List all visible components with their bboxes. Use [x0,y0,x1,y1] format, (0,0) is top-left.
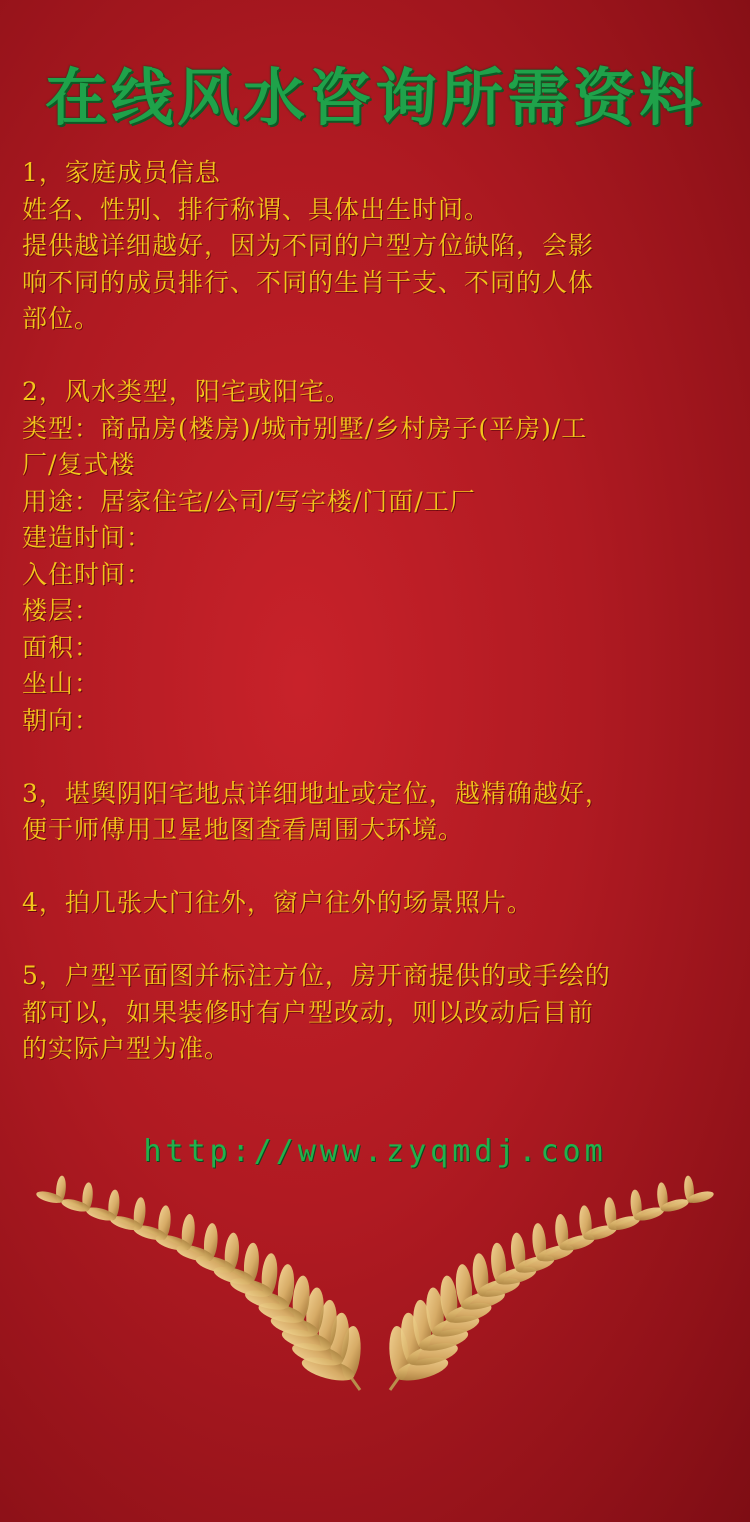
section-4-line: 4，拍几张大门往外，窗户往外的场景照片。 [22,888,533,917]
section-2-area: 面积： [22,632,101,662]
section-2-type: 类型：商品房(楼房)/城市别墅/乡村房子(平房)/工 [22,413,588,443]
section-2-type: 厂/复式楼 [22,450,136,479]
section-3-line: 便于师傅用卫星地图查看周围大环境。 [22,815,465,844]
section-1-line: 提供越详细越好，因为不同的户型方位缺陷，会影 [22,231,595,260]
section-1-line: 姓名、性别、排行称谓、具体出生时间。 [22,194,491,224]
section-5-line: 5，户型平面图并标注方位，房开商提供的或手绘的 [22,961,611,990]
section-2-facing: 朝向： [22,705,101,735]
spacer [22,922,734,959]
section-2-moved-in: 入住时间： [22,559,153,589]
website-link[interactable]: http://www.zyqmdj.com [143,1134,607,1169]
requirements-list [22,155,734,1068]
section-2-sitting: 坐山： [22,669,101,698]
section-5-line: 都可以，如果装修时有户型改动，则以改动后目前 [22,997,595,1027]
section-2-built: 建造时间： [22,523,153,552]
section-5-line: 的实际户型为准。 [22,1034,231,1063]
section-2-heading: 2，风水类型，阳宅或阳宅。 [22,377,351,406]
spacer [22,739,734,776]
page-title: 在线风水咨询所需资料 [44,61,705,134]
laurel-left-branch [35,1175,363,1390]
section-1-heading: 1，家庭成员信息 [22,158,221,187]
section-3-line: 3，堪舆阴阳宅地点详细地址或定位，越精确越好， [22,778,611,808]
section-2-floor: 楼层： [22,596,101,625]
laurel-right-branch [387,1175,715,1390]
section-1-line: 部位。 [22,304,101,333]
spacer [22,338,734,375]
section-2-usage: 用途：居家住宅/公司/写字楼/门面/工厂 [22,486,476,516]
section-1-line: 响不同的成员排行、不同的生肖干支、不同的人体 [22,267,595,297]
spacer [22,849,734,886]
